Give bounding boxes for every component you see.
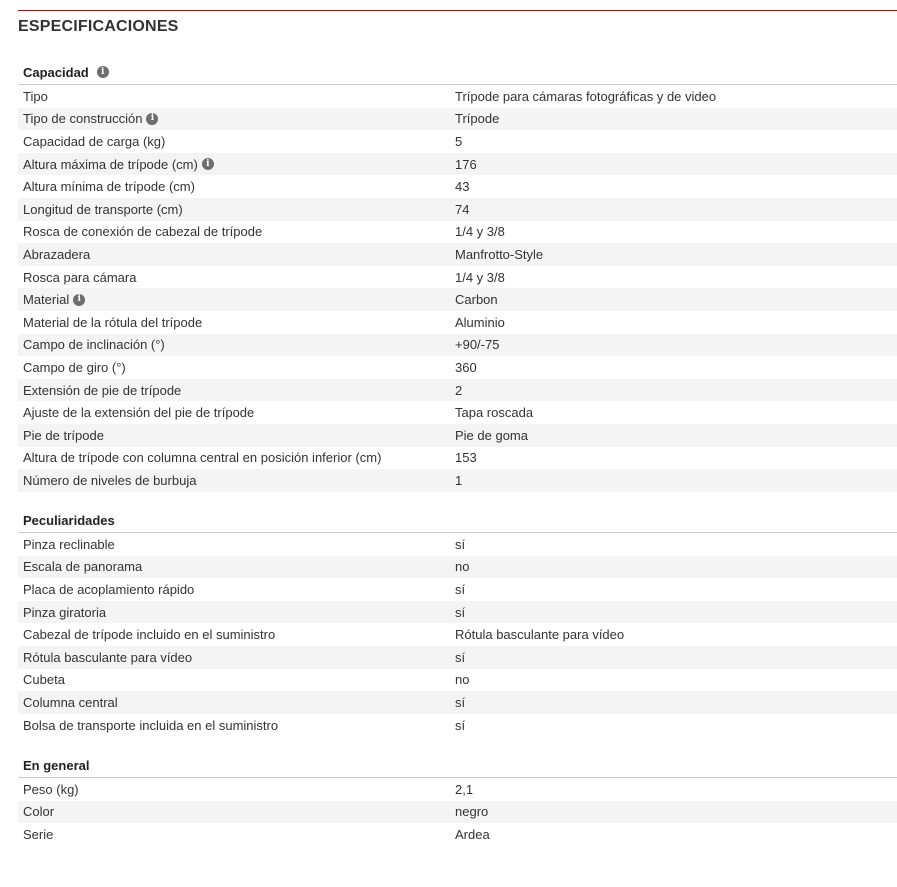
spec-value: sí	[455, 536, 466, 552]
spec-value: sí	[455, 717, 466, 733]
spec-row	[18, 401, 897, 424]
spec-label: Altura máxima de trípode (cm)	[23, 156, 198, 172]
spec-row	[18, 356, 897, 379]
spec-value: Trípode para cámaras fotográficas y de video	[455, 88, 717, 104]
spec-label-cell	[18, 179, 455, 194]
section-peculiaridades	[18, 508, 897, 736]
spec-label-cell	[18, 672, 455, 687]
spec-value: 74	[455, 201, 470, 217]
spec-label-cell	[18, 537, 455, 552]
spec-label: Rosca de conexión de cabezal de trípode	[23, 224, 263, 240]
spec-label-cell	[18, 247, 455, 262]
spec-label: Campo de inclinación (°)	[23, 337, 165, 353]
spec-label: Pie de trípode	[23, 427, 104, 443]
spec-row	[18, 175, 897, 198]
spec-label-cell	[18, 627, 455, 642]
spec-label-cell	[18, 695, 455, 710]
info-circle-icon[interactable]: i	[73, 294, 85, 306]
spec-label: Serie	[23, 826, 54, 842]
spec-value: Tapa roscada	[455, 405, 534, 421]
spec-row	[18, 669, 897, 692]
spec-row	[18, 311, 897, 334]
info-circle-icon[interactable]: i	[202, 158, 214, 170]
spec-label: Capacidad de carga (kg)	[23, 133, 166, 149]
spec-label-cell	[18, 292, 455, 307]
spec-label: Rótula basculante para vídeo	[23, 649, 193, 665]
spec-label-cell	[18, 804, 455, 819]
spec-value: sí	[455, 694, 466, 710]
spec-label-cell	[18, 383, 455, 398]
spec-label-cell	[18, 827, 455, 842]
spec-label-cell	[18, 428, 455, 443]
spec-label-cell	[18, 134, 455, 149]
spec-row	[18, 601, 897, 624]
spec-value: 5	[455, 133, 463, 149]
spec-value: Aluminio	[455, 314, 505, 330]
spec-row	[18, 447, 897, 470]
spec-label: Placa de acoplamiento rápido	[23, 581, 195, 597]
spec-label-cell	[18, 157, 455, 172]
spec-row	[18, 153, 897, 176]
spec-value: no	[455, 559, 470, 575]
spec-value: +90/-75	[455, 337, 500, 353]
spec-row	[18, 533, 897, 556]
spec-row	[18, 801, 897, 824]
spec-row	[18, 823, 897, 846]
spec-row	[18, 623, 897, 646]
spec-rows	[18, 533, 897, 736]
spec-label: Ajuste de la extensión del pie de trípode	[23, 405, 255, 421]
spec-value: Rótula basculante para vídeo	[455, 627, 625, 643]
spec-row	[18, 424, 897, 447]
section-title: Capacidad	[23, 64, 89, 80]
spec-label: Bolsa de transporte incluida en el suministro	[23, 717, 279, 733]
spec-row	[18, 691, 897, 714]
spec-row	[18, 85, 897, 108]
spec-label-cell	[18, 450, 455, 465]
top-divider	[18, 10, 897, 11]
spec-rows	[18, 778, 897, 846]
spec-label: Tipo de construcción	[23, 111, 143, 127]
spec-row	[18, 243, 897, 266]
spec-value: 1/4 y 3/8	[455, 224, 505, 240]
spec-label: Extensión de pie de trípode	[23, 382, 182, 398]
spec-label: Altura de trípode con columna central en posición inferior (cm)	[23, 450, 382, 466]
spec-value: no	[455, 672, 470, 688]
spec-label: Campo de giro (°)	[23, 359, 126, 375]
spec-label-cell	[18, 559, 455, 574]
spec-label: Pinza reclinable	[23, 536, 115, 552]
spec-label: Altura mínima de trípode (cm)	[23, 179, 195, 195]
spec-value: Carbon	[455, 292, 498, 308]
spec-label-cell	[18, 650, 455, 665]
spec-value: 2,1	[455, 781, 474, 797]
spec-row	[18, 556, 897, 579]
spec-row	[18, 130, 897, 153]
section-title: Peculiaridades	[23, 512, 115, 528]
spec-label-cell	[18, 582, 455, 597]
spec-label: Longitud de transporte (cm)	[23, 201, 183, 217]
spec-value: 1	[455, 472, 463, 488]
spec-label: Rosca para cámara	[23, 269, 137, 285]
spec-label: Columna central	[23, 694, 118, 710]
spec-value: 176	[455, 156, 477, 172]
section-capacidad	[18, 60, 897, 492]
section-en-general	[18, 753, 897, 846]
spec-label-cell	[18, 224, 455, 239]
spec-label: Material	[23, 292, 70, 308]
info-circle-icon[interactable]: i	[97, 66, 109, 78]
spec-row	[18, 578, 897, 601]
section-header	[18, 753, 897, 778]
spec-label: Peso (kg)	[23, 781, 79, 797]
spec-row	[18, 221, 897, 244]
spec-label-cell	[18, 360, 455, 375]
spec-label: Material de la rótula del trípode	[23, 314, 203, 330]
spec-row	[18, 379, 897, 402]
spec-value: 360	[455, 359, 477, 375]
spec-label: Cubeta	[23, 672, 65, 688]
spec-label-cell	[18, 605, 455, 620]
page-title: ESPECIFICACIONES	[18, 18, 179, 35]
spec-rows	[18, 85, 897, 492]
spec-row	[18, 266, 897, 289]
spec-value: Trípode	[455, 111, 500, 127]
spec-label: Número de niveles de burbuja	[23, 472, 197, 488]
spec-value: 2	[455, 382, 463, 398]
section-header	[18, 60, 897, 85]
spec-row	[18, 714, 897, 737]
spec-value: sí	[455, 604, 466, 620]
spec-label-cell	[18, 782, 455, 797]
spec-value: Pie de goma	[455, 427, 528, 443]
spec-label-cell	[18, 337, 455, 352]
spec-label: Tipo	[23, 88, 48, 104]
spec-value: 43	[455, 179, 470, 195]
spec-row	[18, 288, 897, 311]
spec-value: sí	[455, 581, 466, 597]
spec-label-cell	[18, 89, 455, 104]
spec-label-cell	[18, 202, 455, 217]
spec-value: Ardea	[455, 826, 490, 842]
spec-value: sí	[455, 649, 466, 665]
spec-row	[18, 108, 897, 131]
spec-label: Escala de panorama	[23, 559, 143, 575]
spec-label: Pinza giratoria	[23, 604, 107, 620]
spec-value: 153	[455, 450, 477, 466]
spec-label: Cabezal de trípode incluido en el suministro	[23, 627, 276, 643]
spec-label-cell	[18, 315, 455, 330]
info-circle-icon[interactable]: i	[146, 113, 158, 125]
section-header	[18, 508, 897, 533]
spec-label-cell	[18, 111, 455, 126]
spec-label-cell	[18, 473, 455, 488]
spec-row	[18, 646, 897, 669]
spec-value: Manfrotto-Style	[455, 246, 544, 262]
spec-row	[18, 334, 897, 357]
spec-label-cell	[18, 718, 455, 733]
spec-label: Color	[23, 804, 55, 820]
spec-row	[18, 198, 897, 221]
spec-label-cell	[18, 270, 455, 285]
section-title: En general	[23, 757, 90, 773]
spec-value: 1/4 y 3/8	[455, 269, 505, 285]
spec-label: Abrazadera	[23, 246, 91, 262]
spec-row	[18, 778, 897, 801]
spec-value: negro	[455, 804, 489, 820]
spec-label-cell	[18, 405, 455, 420]
spec-row	[18, 469, 897, 492]
